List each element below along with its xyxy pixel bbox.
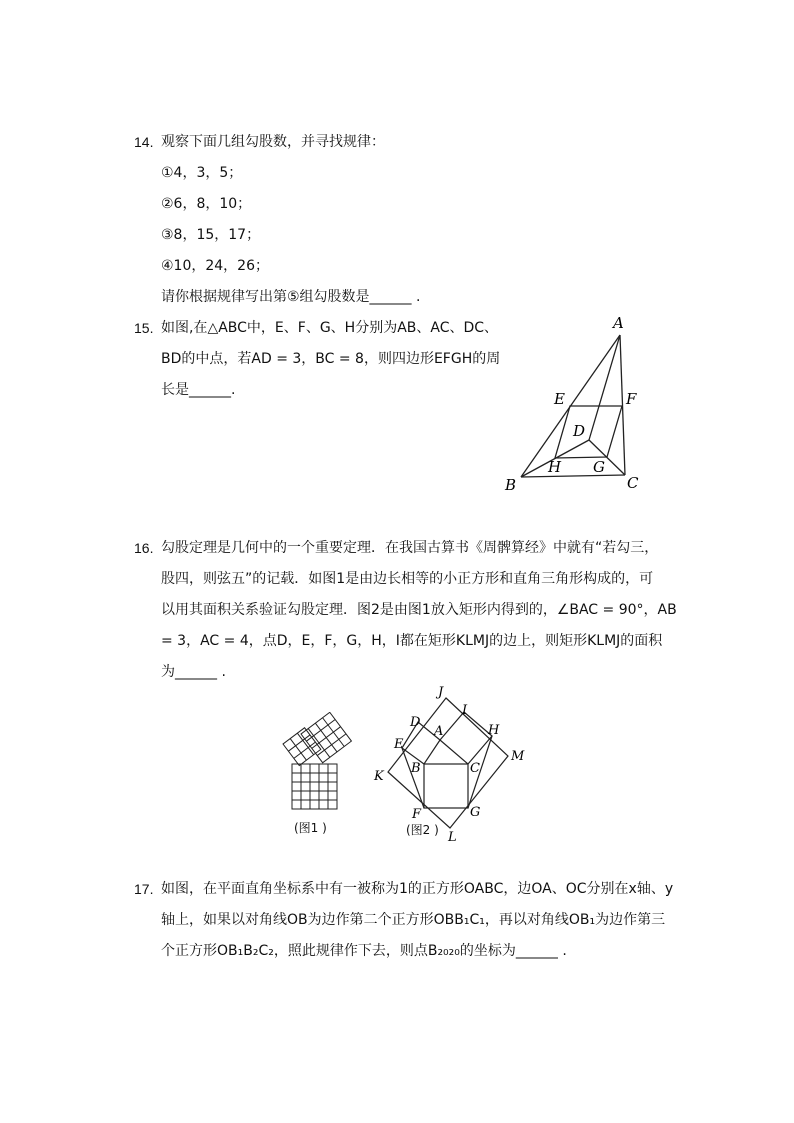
label-D: D <box>410 715 421 730</box>
q17-number: 17. <box>134 881 154 897</box>
label-D: D <box>573 422 586 440</box>
label-E: E <box>554 390 565 408</box>
label-B: B <box>411 761 421 776</box>
q14-item-2: ②6，8，10； <box>161 196 252 212</box>
q16-figure-1-caption: (图1 ) <box>294 821 327 835</box>
q16-number: 16. <box>134 540 154 556</box>
label-C: C <box>470 761 480 776</box>
q15-figure <box>495 310 655 500</box>
label-B: B <box>505 476 517 494</box>
q16-line-1: 勾股定理是几何中的一个重要定理．在我国古算书《周髀算经》中就有“若勾三， <box>161 540 659 556</box>
label-M: M <box>511 749 525 764</box>
q16-figure-2 <box>368 684 528 844</box>
label-L: L <box>448 830 457 844</box>
label-H: H <box>548 458 562 476</box>
label-F: F <box>626 390 637 408</box>
label-I: I <box>462 703 468 718</box>
label-C: C <box>627 474 639 492</box>
label-J: J <box>438 685 444 700</box>
q15-number: 15. <box>134 320 154 336</box>
q16-line-2: 股四，则弦五”的记载．如图1是由边长相等的小正方形和直角三角形构成的，可 <box>161 571 654 587</box>
q16-figure-1 <box>262 712 362 812</box>
q17-line-1: 如图，在平面直角坐标系中有一被称为1的正方形OABC，边OA、OC分别在x轴、y <box>161 881 674 897</box>
label-G: G <box>593 458 605 476</box>
q16-line-5: 为______ . <box>161 664 226 680</box>
label-K: K <box>374 769 384 784</box>
q15-line-3: 长是______. <box>161 382 236 398</box>
q14-number: 14. <box>134 134 154 150</box>
q17-line-3: 个正方形OB₁B₂C₂，照此规律作下去，则点B₂₀₂₀的坐标为______ . <box>161 943 567 959</box>
q14-item-4: ④10，24，26； <box>161 258 269 274</box>
q16-figure-2-caption: (图2 ) <box>406 823 439 837</box>
label-H: H <box>488 723 500 738</box>
q16-line-3: 以用其面积关系验证勾股定理．图2是由图1放入矩形内得到的，∠BAC = 90°，AB <box>161 602 677 618</box>
q17-line-2: 轴上，如果以对角线OB为边作第二个正方形OBB₁C₁，再以对角线OB₁为边作第三 <box>161 912 666 928</box>
q14-item-1: ①4，3，5； <box>161 165 243 181</box>
q15-line-2: BD的中点，若AD = 3，BC = 8，则四边形EFGH的周 <box>161 351 501 367</box>
label-A: A <box>434 724 444 739</box>
label-F: F <box>412 807 422 822</box>
q14-ask: 请你根据规律写出第⑤组勾股数是______ . <box>161 289 421 305</box>
q14-stem: 观察下面几组勾股数，并寻找规律： <box>161 134 385 150</box>
label-E: E <box>394 737 404 752</box>
q16-line-4: = 3，AC = 4，点D，E，F，G，H，I都在矩形KLMJ的边上，则矩形KLMJ的面积 <box>161 633 663 649</box>
q15-line-1: 如图,在△ABC中，E、F、G、H分别为AB、AC、DC、 <box>161 320 499 336</box>
label-A: A <box>613 314 624 332</box>
q14-item-3: ③8，15，17； <box>161 227 261 243</box>
label-G: G <box>470 805 481 820</box>
